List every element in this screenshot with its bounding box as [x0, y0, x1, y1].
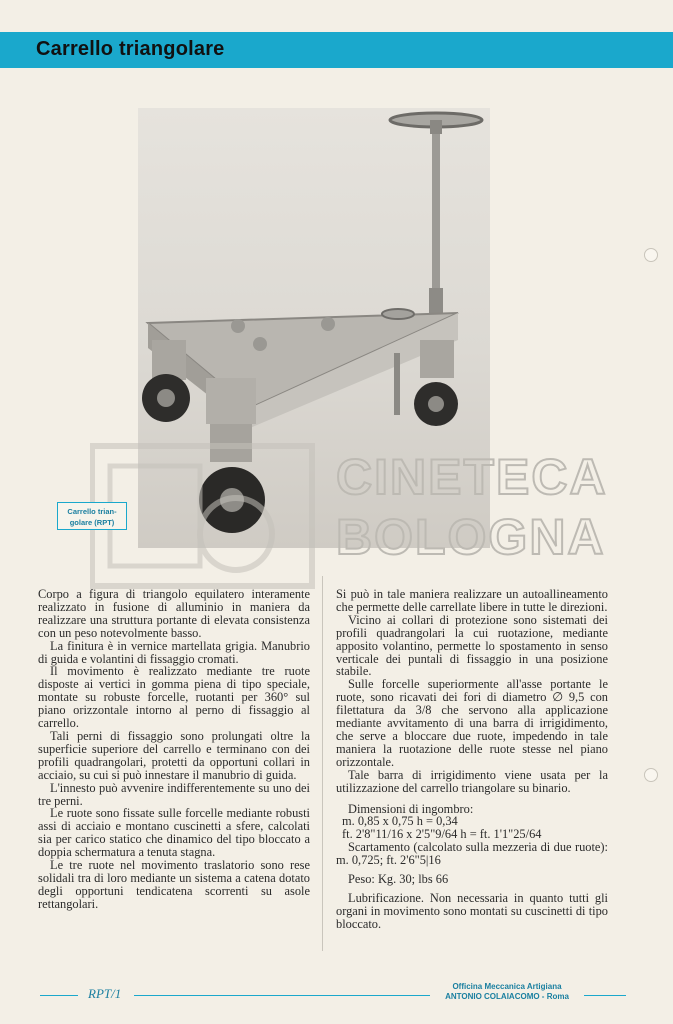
paragraph: Le tre ruote nel movimento traslatorio sono rese solidali tra di loro mediante un sistema a catena dotato degli opportuni tendicatena scorrenti su asole rettangolari. — [38, 858, 310, 911]
left-text-column — [38, 588, 310, 911]
watermark-line2: BOLOGNA — [336, 509, 606, 565]
punch-hole-bottom — [644, 768, 658, 782]
page-code: RPT/1 — [88, 986, 122, 1001]
footer-rule-left — [40, 995, 78, 996]
paragraph: Si può in tale maniera realizzare un autoallineamento che permette delle carrellate libere in tutte le direzioni. — [336, 587, 608, 614]
footer-rule-right — [584, 995, 626, 996]
dimensions-label: Dimensioni di ingombro: — [348, 801, 474, 816]
photo-caption — [57, 502, 127, 530]
paragraph: Tale barra di irrigidimento viene usata per la utilizzazione del carrello triangolare su binario. — [336, 767, 608, 795]
watermark-line1: CINETECA — [336, 449, 608, 505]
footer-rule-middle — [134, 995, 430, 996]
paragraph: Le ruote sono fissate sulle forcelle mediante robusti assi di acciaio e montano cuscinetti a sfere, calcolati sia per carico statico che dinamico del tipo bloccato a doppia schermatura a tenuta stagna. — [38, 806, 310, 860]
company-line2: ANTONIO COLAIACOMO - Roma — [445, 992, 569, 1001]
paragraph: Il movimento è realizzato mediante tre ruote disposte ai vertici in gomma piena di tipo speciale, montate su robuste forcelle, ruotanti per 360° sul piano orizzontale intorno al perno di fissaggio al carrello. — [38, 664, 310, 731]
peso: Peso: Kg. 30; lbs 66 — [348, 872, 449, 887]
column-divider — [322, 576, 323, 951]
caption-line1: Carrello trian- — [67, 507, 117, 516]
paragraph: Corpo a figura di triangolo equilatero interamente realizzato in fusione di alluminio in maniera da realizzare una struttura portante di elevata consistenza con un peso notevolmente basso. — [38, 587, 310, 640]
scartamento: Scartamento (calcolato sulla mezzeria di due ruote): m. 0,725; ft. 2'6"5|16 — [336, 840, 608, 868]
lubrificazione: Lubrificazione. Non necessaria in quanto tutti gli organi in movimento sono montati su cuscinetti di tipo bloccato. — [336, 890, 608, 931]
dimensions-metric: m. 0,85 x 0,75 h = 0,34 — [342, 814, 458, 829]
header-bar — [0, 32, 673, 68]
paragraph: La finitura è in vernice martellata grigia. Manubrio di guida e volantini di fissaggio cromati. — [38, 638, 310, 666]
paragraph: Sulle forcelle superiormente all'asse portante le ruote, sono ricavati dei fori di diametro ∅ 9,5 con filettatura da 3/8 che servono alla applicazione mediante avvitamento di una barra di irrigidimento, che serve a bloccare due ruote, impedendo in tale maniera la ruotazione delle ruote stesse nel piano orizzontale. — [336, 677, 608, 769]
page-title: Carrello triangolare — [36, 38, 225, 60]
right-text-column — [336, 588, 608, 931]
company-info — [432, 982, 582, 1002]
paragraph: Tali perni di fissaggio sono prolungati oltre la superficie superiore del carrello e terminano con dei profili quadrangolari, protetti da opportuni collari in acciaio, su cui si può innestare il manubrio di guida. — [38, 728, 310, 782]
punch-hole-top — [644, 248, 658, 262]
dimensions-imperial: ft. 2'8"11/16 x 2'5"9/64 h = ft. 1'1"25/64 — [342, 827, 542, 842]
caption-line2: golare (RPT) — [69, 518, 115, 527]
company-line1: Officina Meccanica Artigiana — [452, 982, 562, 991]
paragraph: Vicino ai collari di protezione sono sistemati dei profili quadrangolari la cui ruotazione, mediante apposito volantino, permette lo spostamento in senso verticale dei puntali di fissaggio in una posizione stabile. — [336, 612, 608, 679]
paragraph: L'innesto può avvenire indifferentemente su uno dei tre perni. — [38, 780, 310, 808]
